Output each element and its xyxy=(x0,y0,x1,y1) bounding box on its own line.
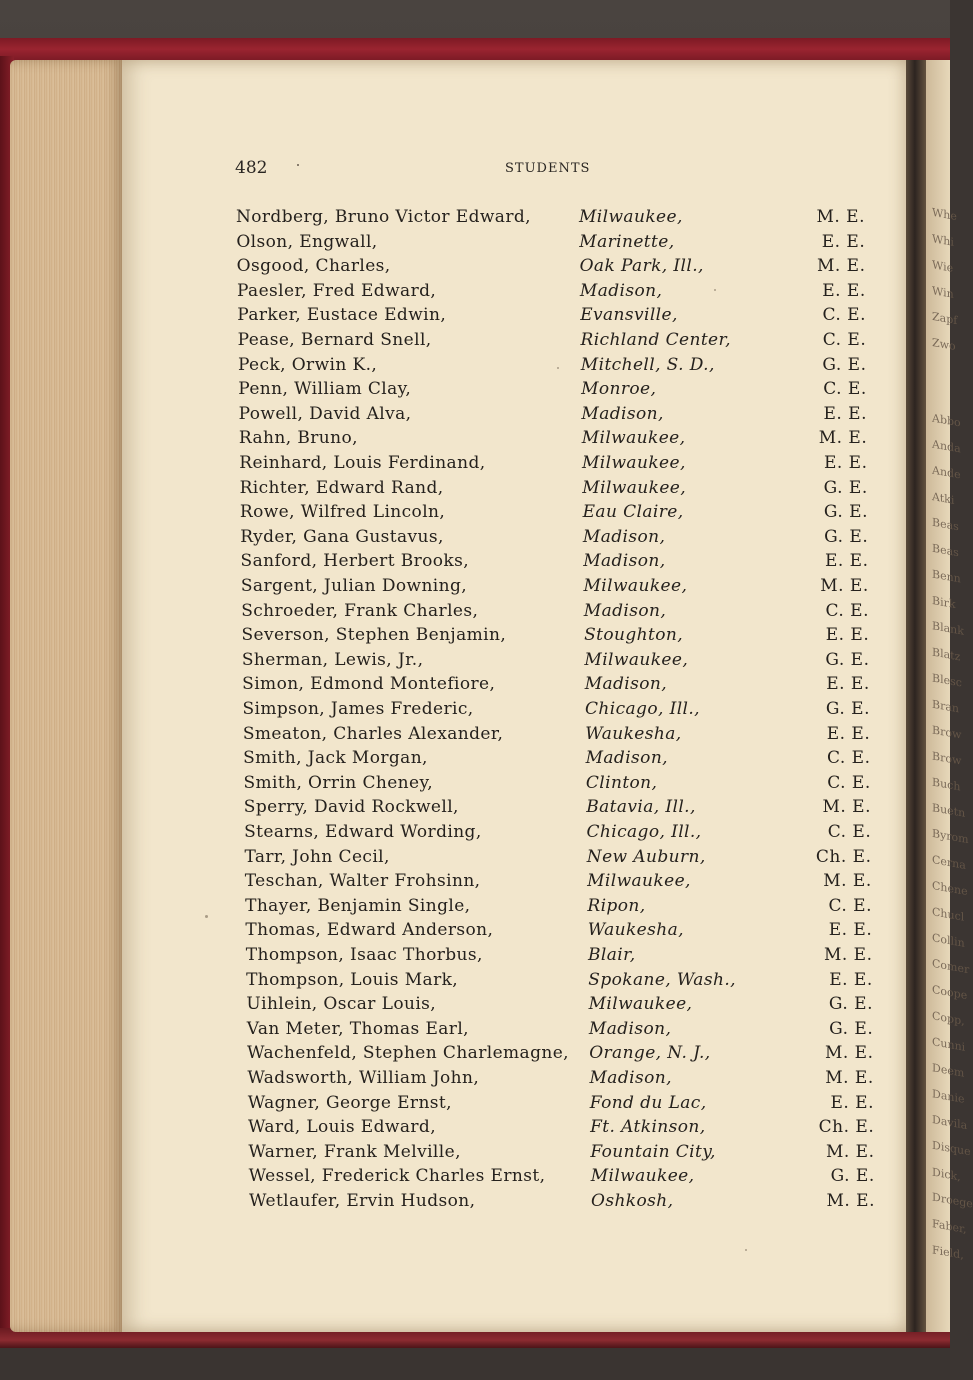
student-name: Reinhard, Louis Ferdinand, xyxy=(239,453,486,473)
student-entry xyxy=(0,847,950,871)
student-entry xyxy=(0,797,950,821)
student-hometown: Fountain City, xyxy=(590,1141,716,1162)
student-name: Smith, Jack Morgan, xyxy=(243,748,428,769)
facing-page-text-fragment: Buch xyxy=(932,775,961,794)
student-hometown: Milwaukee, xyxy=(582,453,686,473)
student-hometown: Stoughton, xyxy=(584,625,684,646)
student-entry xyxy=(0,674,950,698)
student-entry xyxy=(0,404,950,428)
student-entry xyxy=(0,502,950,526)
facing-page-text-fragment: Deem xyxy=(932,1061,965,1080)
student-course: G. E. xyxy=(824,526,869,547)
facing-page-text-fragment: Cerna xyxy=(932,853,966,872)
student-entry xyxy=(0,428,950,452)
student-hometown: New Auburn, xyxy=(586,846,706,867)
student-course: M. E. xyxy=(825,1141,875,1162)
student-entry xyxy=(0,1166,950,1190)
facing-page-text-fragment: Whe xyxy=(932,205,957,224)
student-name: Thompson, Isaac Thorbus, xyxy=(245,945,483,965)
student-name: Olson, Engwall, xyxy=(236,231,378,252)
student-course: C. E. xyxy=(822,305,866,326)
student-name: Simpson, James Frederic, xyxy=(242,699,474,719)
student-entry xyxy=(0,994,950,1018)
running-head: STUDENTS xyxy=(505,161,591,176)
student-name: Paesler, Fred Edward, xyxy=(236,280,437,301)
student-hometown: Mitchell, S. D., xyxy=(580,354,715,375)
student-name: Van Meter, Thomas Earl, xyxy=(246,1018,469,1039)
student-name: Smeaton, Charles Alexander, xyxy=(242,723,504,744)
student-hometown: Fond du Lac, xyxy=(589,1092,707,1113)
student-entry xyxy=(0,551,950,575)
student-entry xyxy=(0,453,950,477)
student-name: Wagner, George Ernst, xyxy=(247,1092,452,1113)
student-name: Wessel, Frederick Charles Ernst, xyxy=(248,1166,546,1187)
facing-page-text-fragment: Beas xyxy=(932,541,959,560)
student-hometown: Madison, xyxy=(582,526,666,547)
student-name: Sanford, Herbert Brooks, xyxy=(240,551,470,572)
student-hometown: Milwaukee, xyxy=(582,477,687,498)
page-number: 482 xyxy=(235,158,268,178)
student-name: Parker, Eustace Edwin, xyxy=(237,305,447,326)
student-name: Powell, David Alva, xyxy=(238,403,412,424)
facing-page-text-fragment: Blank xyxy=(932,619,964,638)
student-name: Thompson, Louis Mark, xyxy=(246,969,459,990)
facing-page-text-fragment: Ande xyxy=(932,463,961,482)
student-name: Richter, Edward Rand, xyxy=(239,477,444,498)
student-course: C. E. xyxy=(828,895,872,916)
facing-page-text-fragment: Anda xyxy=(932,437,961,456)
student-course: M. E. xyxy=(816,207,865,227)
print-speck xyxy=(745,1249,747,1251)
student-course: G. E. xyxy=(830,1166,875,1187)
student-hometown: Madison, xyxy=(579,280,663,301)
student-name: Tarr, John Cecil, xyxy=(244,846,390,867)
student-hometown: Waukesha, xyxy=(587,920,684,941)
student-hometown: Madison, xyxy=(584,674,668,695)
student-hometown: Milwaukee, xyxy=(579,207,683,227)
student-course: M. E. xyxy=(816,256,866,277)
facing-page-text-fragment: Dick, xyxy=(932,1165,961,1184)
student-hometown: Richland Center, xyxy=(580,330,731,350)
student-hometown: Evansville, xyxy=(580,305,678,326)
student-course: E. E. xyxy=(823,453,868,473)
facing-page-text-fragment: Brow xyxy=(932,723,962,742)
student-entry xyxy=(0,920,950,944)
facing-page-text-fragment: Zapf xyxy=(932,309,958,328)
student-entry xyxy=(0,330,950,354)
facing-page-text-fragment: Chene xyxy=(932,878,968,899)
student-hometown: Milwaukee, xyxy=(581,428,686,449)
student-course: C. E. xyxy=(826,748,871,769)
student-course: G. E. xyxy=(823,477,868,498)
student-name: Pease, Bernard Snell, xyxy=(237,330,432,350)
student-name: Stearns, Edward Wording, xyxy=(244,822,482,842)
student-course: C. E. xyxy=(822,330,867,350)
facing-page-text-fragment: Chucl xyxy=(932,905,965,924)
student-entry xyxy=(0,1093,950,1117)
student-entry xyxy=(0,945,950,969)
facing-page-text-fragment: Field, xyxy=(932,1243,964,1262)
student-course: C. E. xyxy=(827,772,871,793)
student-hometown: Clinton, xyxy=(585,772,658,793)
student-name: Wadsworth, William John, xyxy=(247,1068,480,1088)
student-name: Penn, William Clay, xyxy=(238,379,412,400)
facing-page-text-fragment: Droege xyxy=(932,1190,973,1211)
student-name: Peck, Orwin K., xyxy=(237,354,378,375)
student-hometown: Monroe, xyxy=(581,379,657,400)
facing-page-text-fragment: Atki xyxy=(932,490,955,507)
student-name: Wetlaufer, Ervin Hudson, xyxy=(249,1191,476,1211)
student-hometown: Spokane, Wash., xyxy=(588,969,736,990)
facing-page-text-fragment: Win xyxy=(932,284,954,301)
facing-page-text-fragment: Davila xyxy=(932,1112,968,1133)
student-entry xyxy=(0,281,950,305)
facing-page-text-fragment: Beas xyxy=(932,515,959,534)
facing-page-text-fragment: Zwo xyxy=(932,335,956,354)
student-course: E. E. xyxy=(830,1092,874,1113)
student-hometown: Marinette, xyxy=(579,231,675,252)
student-hometown: Orange, N. J., xyxy=(589,1043,711,1064)
student-course: E. E. xyxy=(826,723,871,744)
student-name: Severson, Stephen Benjamin, xyxy=(241,625,507,646)
student-name: Rowe, Wilfred Lincoln, xyxy=(239,502,446,523)
student-entry xyxy=(0,601,950,625)
student-entry xyxy=(0,871,950,895)
student-hometown: Madison, xyxy=(583,551,666,572)
facing-page-text-fragment: Copp, xyxy=(932,1009,965,1028)
student-name: Warner, Frank Melville, xyxy=(248,1141,461,1162)
student-name: Smith, Orrin Cheney, xyxy=(243,772,434,793)
facing-page-text-fragment: Faber, xyxy=(932,1216,967,1237)
student-course: E. E. xyxy=(828,920,873,941)
student-entry xyxy=(0,650,950,674)
student-name: Rahn, Bruno, xyxy=(238,428,358,449)
student-entry xyxy=(0,625,950,649)
facing-page-text-fragment: Danie xyxy=(932,1087,965,1106)
print-speck xyxy=(205,915,208,918)
student-course: G. E. xyxy=(825,649,870,670)
facing-page-text-fragment: Brow xyxy=(932,749,962,768)
student-hometown: Madison, xyxy=(588,1018,672,1039)
student-name: Wachenfeld, Stephen Charlemagne, xyxy=(247,1043,569,1064)
student-course: G. E. xyxy=(828,994,873,1015)
student-hometown: Chicago, Ill., xyxy=(585,699,700,719)
student-course: E. E. xyxy=(822,280,866,301)
student-course: G. E. xyxy=(829,1018,874,1039)
student-hometown: Madison, xyxy=(583,600,667,621)
student-name: Schroeder, Frank Charles, xyxy=(241,600,479,621)
student-entry xyxy=(0,379,950,403)
student-name: Sperry, David Rockwell, xyxy=(243,797,459,818)
student-hometown: Milwaukee, xyxy=(590,1166,695,1187)
print-speck xyxy=(714,289,716,291)
student-entry xyxy=(0,232,950,256)
student-course: E. E. xyxy=(824,551,869,572)
facing-page-text-fragment: Blesc xyxy=(932,671,962,690)
student-entry xyxy=(0,355,950,379)
student-course: E. E. xyxy=(823,403,867,424)
facing-page-text-fragment: Whi xyxy=(932,232,954,249)
facing-page-text-fragment: Comer xyxy=(932,956,970,977)
student-name: Ryder, Gana Gustavus, xyxy=(240,526,444,547)
facing-page-text-fragment: Cunni xyxy=(932,1035,966,1054)
student-hometown: Ft. Atkinson, xyxy=(590,1117,706,1138)
student-name: Ward, Louis Edward, xyxy=(248,1117,436,1138)
student-course: E. E. xyxy=(826,674,870,695)
student-entry xyxy=(0,748,950,772)
facing-page-text-fragment: Blatz xyxy=(932,645,961,664)
student-hometown: Ripon, xyxy=(587,895,646,916)
student-entry xyxy=(0,1019,950,1043)
student-hometown: Waukesha, xyxy=(585,723,682,744)
student-entry xyxy=(0,1191,950,1215)
student-entry xyxy=(0,478,950,502)
student-hometown: Milwaukee, xyxy=(583,576,688,596)
student-course: G. E. xyxy=(825,699,870,719)
student-entry xyxy=(0,970,950,994)
student-course: Ch. E. xyxy=(818,1117,875,1138)
print-speck xyxy=(557,367,559,369)
student-hometown: Milwaukee, xyxy=(584,649,689,670)
student-hometown: Blair, xyxy=(588,945,636,965)
student-name: Thayer, Benjamin Single, xyxy=(245,895,471,916)
student-hometown: Madison, xyxy=(585,748,668,769)
student-entry xyxy=(0,256,950,280)
student-course: M. E. xyxy=(823,945,873,965)
student-hometown: Oshkosh, xyxy=(591,1191,674,1211)
student-name: Osgood, Charles, xyxy=(236,256,391,277)
student-entry xyxy=(0,1117,950,1141)
student-entry xyxy=(0,699,950,723)
student-name: Teschan, Walter Frohsinn, xyxy=(244,871,481,892)
student-course: M. E. xyxy=(818,428,868,449)
student-course: E. E. xyxy=(821,231,866,252)
student-course: C. E. xyxy=(823,379,867,400)
facing-page-text-fragment: Birk xyxy=(932,593,956,612)
student-course: Ch. E. xyxy=(815,846,872,867)
student-course: M. E. xyxy=(822,797,871,818)
student-course: M. E. xyxy=(826,1191,875,1211)
student-name: Sargent, Julian Downing, xyxy=(240,576,468,596)
student-course: M. E. xyxy=(824,1043,874,1064)
student-hometown: Chicago, Ill., xyxy=(586,822,702,842)
student-name: Uihlein, Oscar Louis, xyxy=(246,994,437,1015)
student-course: E. E. xyxy=(829,969,873,990)
student-entry xyxy=(0,822,950,846)
student-course: G. E. xyxy=(822,354,867,375)
student-hometown: Milwaukee, xyxy=(588,994,693,1015)
facing-page-text-fragment: Wie xyxy=(932,258,954,275)
facing-page-text-fragment: Buetn xyxy=(932,801,966,820)
student-entry xyxy=(0,1142,950,1166)
student-hometown: Madison, xyxy=(589,1068,672,1088)
student-name: Sherman, Lewis, Jr., xyxy=(241,649,424,670)
student-course: C. E. xyxy=(825,600,869,621)
student-course: M. E. xyxy=(825,1068,874,1088)
student-name: Simon, Edmond Montefiore, xyxy=(242,674,496,695)
student-entry xyxy=(0,527,950,551)
student-entry xyxy=(0,207,950,231)
student-course: G. E. xyxy=(823,502,868,523)
facing-page-text-fragment: Abbo xyxy=(932,411,961,430)
student-entry xyxy=(0,1068,950,1092)
student-entry xyxy=(0,896,950,920)
facing-page-text-fragment: Byrom xyxy=(932,826,969,847)
student-entry xyxy=(0,576,950,600)
student-entry xyxy=(0,305,950,329)
student-course: E. E. xyxy=(825,625,870,646)
student-hometown: Milwaukee, xyxy=(587,871,691,892)
student-course: M. E. xyxy=(820,576,869,596)
student-name: Nordberg, Bruno Victor Edward, xyxy=(236,207,531,227)
student-course: M. E. xyxy=(823,871,872,892)
student-course: C. E. xyxy=(827,822,872,842)
student-name: Thomas, Edward Anderson, xyxy=(245,920,494,941)
student-entry xyxy=(0,773,950,797)
student-entry xyxy=(0,724,950,748)
facing-page-text-fragment: Disque xyxy=(932,1138,971,1159)
student-hometown: Batavia, Ill., xyxy=(586,797,696,818)
student-hometown: Oak Park, Ill., xyxy=(579,256,704,277)
student-hometown: Eau Claire, xyxy=(582,502,684,523)
student-entry xyxy=(0,1043,950,1067)
student-hometown: Madison, xyxy=(581,403,664,424)
facing-page-text-fragment: Coope xyxy=(932,982,968,1003)
facing-page-text-fragment: Collin xyxy=(932,931,965,950)
facing-page-text-fragment: Benn xyxy=(932,567,961,586)
facing-page-text-fragment: Bran xyxy=(932,697,959,716)
